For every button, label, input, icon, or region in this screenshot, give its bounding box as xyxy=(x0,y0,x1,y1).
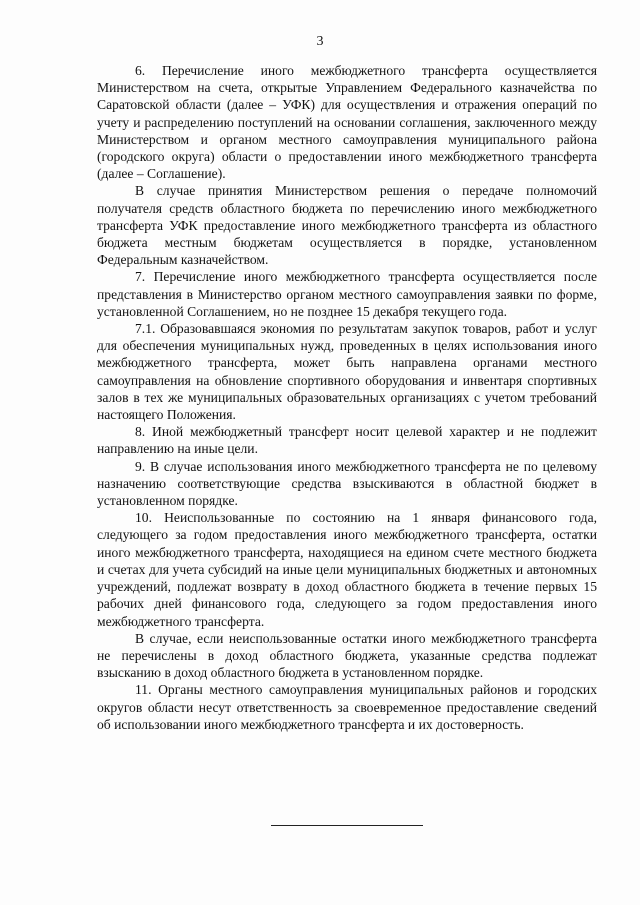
document-body xyxy=(97,62,597,733)
paragraph-7: 7. Перечисление иного межбюджетного трансферта осуществляется после представления в Министерство органом местного самоуправления заявки по форме, установленной Соглашением, но не позднее 15 декабря текущего года. xyxy=(97,269,597,319)
closing-rule xyxy=(271,825,423,826)
paragraph-9: 9. В случае использования иного межбюджетного трансферта не по целевому назначению соответствующие средства взыскиваются в областной бюджет в установленном порядке. xyxy=(97,458,597,509)
paragraph-11: 11. Органы местного самоуправления муниципальных районов и городских округов области несут ответственность за своевременное предоставление сведений об использовании иного межбюджетного трансферта и их достоверность. xyxy=(97,682,597,732)
paragraph-6: 6. Перечисление иного межбюджетного трансферта осуществляется Министерством на счета, открытые Управлением Федерального казначейства по Саратовской области (далее – УФК) для осуществления и отражения операций по учету и распределению поступлений на основании соглашения, заключенного между Министерством и органом местного самоуправления муниципального района (городского округа) области о предоставлении иного межбюджетного трансферта (далее – Соглашение). xyxy=(97,63,597,182)
paragraph-7-1: 7.1. Образовавшаяся экономия по результатам закупок товаров, работ и услуг для обеспечения муниципальных нужд, проведенных в целях использования иного межбюджетного трансферта, может быть направлена органами местного самоуправления на обновление спортивного оборудования и инвентаря спортивных залов в тех же муниципальных образовательных организациях с учетом требований настоящего Положения. xyxy=(97,321,597,423)
paragraph-6-continued: В случае принятия Министерством решения о передаче полномочий получателя средств областного бюджета по перечислению иного межбюджетного трансферта УФК предоставление иного межбюджетного трансферта из областного бюджета местным бюджетам осуществляется в порядке, установленном Федеральным казначейством. xyxy=(97,183,597,268)
paragraph-10-continued: В случае, если неиспользованные остатки иного межбюджетного трансферта не перечислены в доход областного бюджета, указанные средства подлежат взысканию в доход областного бюджета в установленном порядке. xyxy=(97,630,597,681)
paragraph-8: 8. Иной межбюджетный трансферт носит целевой характер и не подлежит направлению на иные цели. xyxy=(97,424,597,457)
paragraph-10: 10. Неиспользованные по состоянию на 1 января финансового года, следующего за годом предоставления иного межбюджетного трансферта, остатки иного межбюджетного трансферта, находящиеся на едином счете местного бюджета и счетах для учета субсидий на иные цели муниципальных бюджетных и автономных учреждений, подлежат возврату в доход областного бюджета в течение первых 15 рабочих дней финансового года, следующего за годом предоставления иного межбюджетного трансферта. xyxy=(97,510,597,629)
page-number: 3 xyxy=(316,34,324,49)
